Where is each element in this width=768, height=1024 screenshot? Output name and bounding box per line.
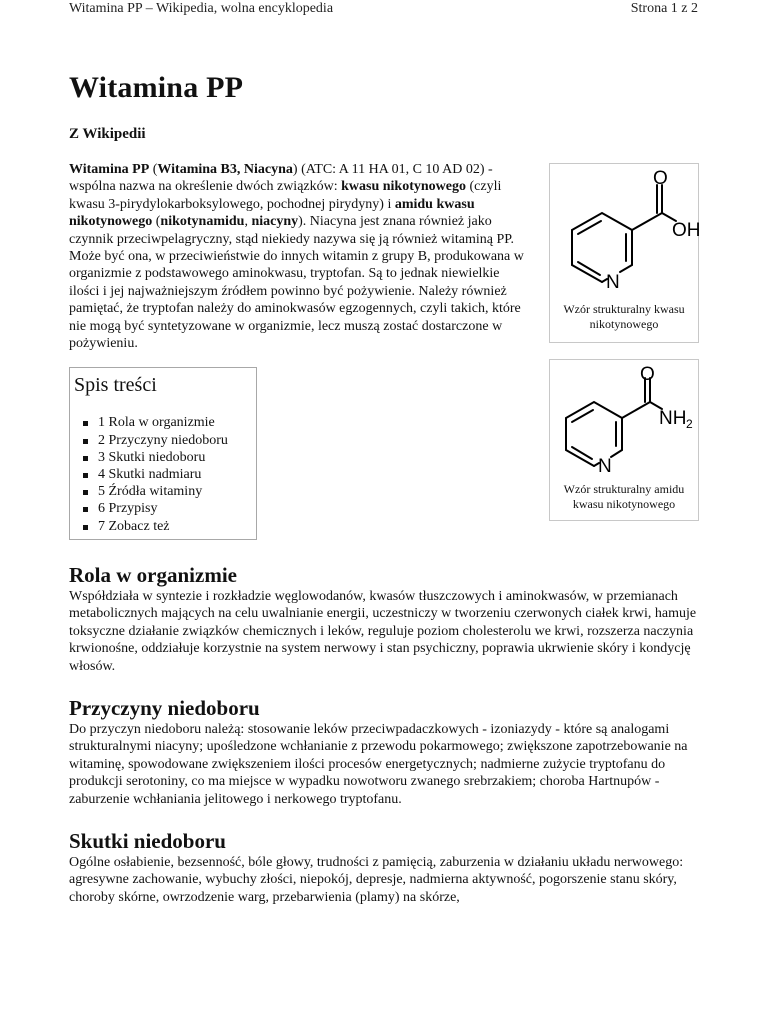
oxygen-label: O xyxy=(640,364,655,385)
toc-item[interactable]: 5 Źródła witaminy xyxy=(98,483,256,500)
article-subtitle: Z Wikipedii xyxy=(69,126,146,142)
print-header xyxy=(69,0,698,18)
intro-bold-term: Witamina B3, Niacyna xyxy=(157,162,293,177)
intro-bold-term: nikotynamidu xyxy=(160,214,245,230)
page-indicator: Strona 1 z 2 xyxy=(630,1,698,16)
toc-item[interactable]: 4 Skutki nadmiaru xyxy=(98,466,256,483)
figure-caption: Wzór strukturalny amidu kwasu nikotynowego xyxy=(563,482,685,511)
toc-list xyxy=(74,414,256,534)
figure-caption: Wzór strukturalny kwasu nikotynowego xyxy=(563,302,685,331)
amine-label: NH xyxy=(659,408,687,429)
section-heading: Przyczyny niedoboru xyxy=(69,695,260,720)
table-of-contents xyxy=(69,367,257,539)
toc-item[interactable]: 6 Przypisy xyxy=(98,500,256,517)
toc-item[interactable]: 1 Rola w organizmie xyxy=(98,414,256,431)
toc-item[interactable]: 2 Przyczyny niedoboru xyxy=(98,432,256,449)
nicotinic-acid-structure-image xyxy=(554,168,701,298)
section-heading: Rola w organizmie xyxy=(69,562,237,587)
oxygen-label: O xyxy=(653,168,668,189)
nitrogen-label: N xyxy=(606,272,620,293)
figure-nicotinamide xyxy=(549,359,699,521)
toc-item[interactable]: 3 Skutki niedoboru xyxy=(98,449,256,466)
article xyxy=(69,70,699,906)
intro-bold-term: kwasu nikotynowego xyxy=(341,179,466,195)
toc-item[interactable]: 7 Zobacz też xyxy=(98,518,256,535)
section-text: Do przyczyn niedoboru należą: stosowanie leków przeciwpadaczkowych - izoniazydy - które są analogami strukturalnymi niacyny; upośledzone wchłanianie z przewodu pokarmowego; zwiększone zapotrzebowanie na witaminę, spowodowane zwiększeniem ilości procesów energetycznych; nadmierne zużycie tryptofanu do produkcji serotoniny, co ma miejsce w wypadku nowotworu zwanego srebrzakiem; choroba Hartnupów - zaburzenie wchłaniania jelitowego i nerkowego tryptofanu. xyxy=(69,721,688,807)
document-title: Witamina PP – Wikipedia, wolna encyklopedia xyxy=(69,1,334,16)
intro-paragraph xyxy=(69,161,524,352)
intro-text: ( xyxy=(152,214,161,230)
section-text: Współdziała w syntezie i rozkładzie węglowodanów, kwasów tłuszczowych i aminokwasów, w przemianach metabolicznych mających na celu uwalnianie energii, uczestniczy w tworzeniu czerwonych ciałek krwi, hamuje toksyczne działanie związków chemicznych i leków, reguluje poziom cholesterolu we krwi, rozszerza naczynia krwionośne, oddziałuje korzystnie na system nerwowy i stan psychiczny, poprawia ukrwienie skóry i kondycję włosów. xyxy=(69,588,697,674)
amine-subscript: 2 xyxy=(686,417,693,431)
intro-bold-term: Witamina PP xyxy=(69,162,150,177)
page-title: Witamina PP xyxy=(69,71,244,104)
intro-text: ( xyxy=(149,162,158,177)
intro-text: ). Niacyna jest znana również jako czynnik przeciwpelagryczny, stąd niekiedy nazywa się ją również witaminą PP. Może być ona, w przeciwieństwie do innych witamin z grupy B, produkowana w organizmie z podstawowego aminokwasu, tryptofan. Są to jednak niewielkie ilości i jej najważniejszym źródłem powinno być pożywienie. Należy również pamiętać, że tryptofan należy do aminokwasów egzogennych, czyli takich, które nie mogą być syntetyzowane w organizmie, lecz muszą zostać dostarczone w pożywieniu. xyxy=(69,214,524,352)
intro-text: , xyxy=(244,214,252,230)
section-heading: Skutki niedoboru xyxy=(69,828,226,853)
nitrogen-label: N xyxy=(598,456,612,477)
intro-bold-term: amidu kwasu nikotynowego xyxy=(69,196,475,230)
intro-text: (czyli kwasu 3-pirydylokarboksylowego, pochodnej pirydyny) i xyxy=(69,179,502,212)
hydroxyl-label: OH xyxy=(672,220,701,241)
toc-title: Spis treści xyxy=(74,374,157,397)
nicotinamide-structure-image xyxy=(554,366,694,478)
figure-nicotinic-acid xyxy=(549,163,699,343)
section-text: Ogólne osłabienie, bezsenność, bóle głowy, trudności z pamięcią, zaburzenia w działaniu układu nerwowego: agresywne zachowanie, wybuchy złości, niepokój, depresje, nadmierna aktywność, pogorszenie stanu skóry, choroby skórne, owrzodzenie warg, przebarwienia (plamy) na skórze, xyxy=(69,854,684,905)
intro-text: ) (ATC: A 11 HA 01, C 10 AD 02) - wspólna nazwa na określenie dwóch związków: xyxy=(69,162,493,195)
intro-bold-term: niacyny xyxy=(251,214,299,230)
